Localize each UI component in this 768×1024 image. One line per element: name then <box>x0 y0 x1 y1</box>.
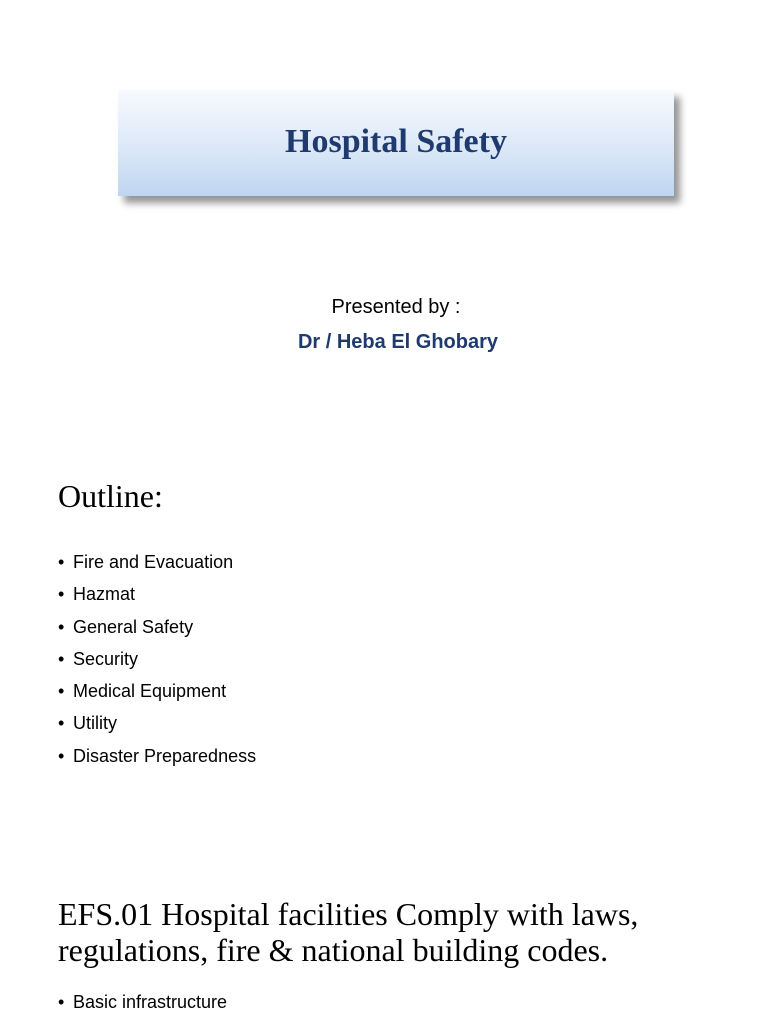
list-item <box>58 646 256 678</box>
bullet-icon: • <box>58 584 65 605</box>
bullet-icon: • <box>58 745 65 766</box>
title-banner <box>118 90 674 196</box>
bullet-icon: • <box>58 713 65 734</box>
efs-heading <box>58 896 758 968</box>
list-item-label: Basic infrastructure <box>73 992 228 1012</box>
list-item-label: General Safety <box>73 616 194 637</box>
list-item <box>58 989 227 1015</box>
list-item <box>58 678 256 710</box>
list-item-label: Disaster Preparedness <box>73 745 257 766</box>
list-item-label: Utility <box>73 713 117 734</box>
bullet-icon: • <box>58 992 65 1012</box>
outline-heading: Outline: <box>58 478 163 514</box>
page-title: Hospital Safety <box>285 123 507 160</box>
outline-list <box>58 549 256 775</box>
presented-by-label: Presented by : <box>331 296 461 318</box>
efs-list <box>58 989 227 1015</box>
list-item-label: Security <box>73 648 139 669</box>
bullet-icon: • <box>58 648 65 669</box>
list-item-label: Fire and Evacuation <box>73 552 234 572</box>
bullet-icon: • <box>58 616 65 637</box>
list-item <box>58 581 256 613</box>
list-item <box>58 549 256 581</box>
list-item-label: Medical Equipment <box>73 681 227 702</box>
efs-heading-line1: EFS.01 Hospital facilities Comply with laws, <box>58 896 639 932</box>
list-item <box>58 710 256 742</box>
list-item <box>58 743 256 775</box>
bullet-icon: • <box>58 552 65 572</box>
presenter-name: Dr / Heba El Ghobary <box>297 331 499 353</box>
efs-heading-line2: regulations, fire & national building codes. <box>58 932 609 968</box>
list-item-label: Hazmat <box>73 584 136 605</box>
list-item <box>58 614 256 646</box>
bullet-icon: • <box>58 681 65 702</box>
